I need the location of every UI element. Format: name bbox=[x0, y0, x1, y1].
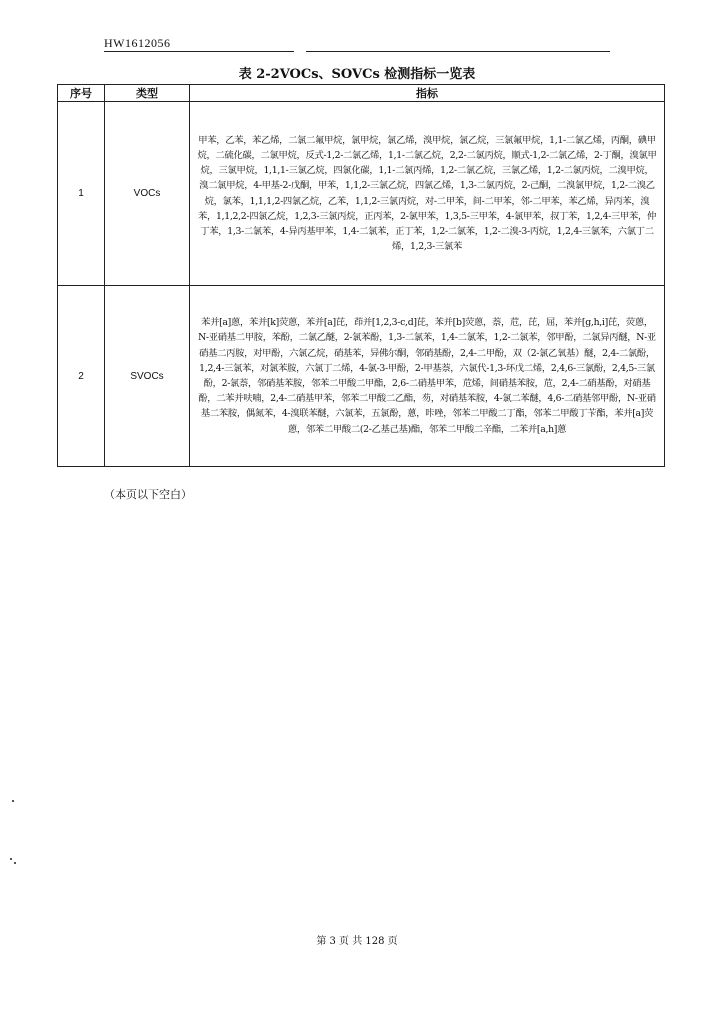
indicator-table bbox=[57, 84, 665, 467]
row-number: 1 bbox=[58, 102, 105, 286]
table-header-row bbox=[58, 85, 665, 102]
blank-page-note: （本页以下空白） bbox=[104, 488, 192, 501]
table-title: 表 2-2VOCs、SOVCs 检测指标一览表 bbox=[238, 67, 476, 82]
column-header-indicator: 指标 bbox=[190, 85, 665, 102]
row-category: SVOCs bbox=[105, 286, 190, 467]
scan-speck bbox=[10, 858, 12, 860]
row-indicators: 甲苯，乙苯，苯乙烯，二氯二氟甲烷，氯甲烷，氯乙烯，溴甲烷，氯乙烷，三氯氟甲烷，1,1-二氯乙烯，丙酮，碘甲烷，二硫化碳，二氯甲烷，反式-1,2-二氯乙烯，1,1-二氯乙烷，2,2-二氯丙烷，顺式-1,2-二氯乙烯，2-丁酮，溴氯甲烷，三氯甲烷，1,1,1-三氯乙烷，四氯化碳，1,1-二氯丙烯，1,2-二氯乙烷，三氯乙烯，1,2-二氯丙烷，二溴甲烷，溴二氯甲烷，4-甲基-2-戊酮，甲苯，1,1,2-三氯乙烷，四氯乙烯，1,3-二氯丙烷，2-己酮，二溴氯甲烷，1,2-二溴乙烷，氯苯，1,1,1,2-四氯乙烷，乙苯，1,1,2-三氯丙烷，对-二甲苯，间-二甲苯，邻-二甲苯，苯乙烯，异丙苯，溴苯，1,1,2,2-四氯乙烷，1,2,3-三氯丙烷，正丙苯，2-氯甲苯，1,3,5-三甲苯，4-氯甲苯，叔丁苯，1,2,4-三甲苯，仲丁苯，1,3-二氯苯，4-异丙基甲苯，1,4-二氯苯，正丁苯，1,2-二氯苯，1,2-二溴-3-丙烷，1,2,4-三氯苯，六氯丁二烯，1,2,3-三氯苯 bbox=[190, 102, 665, 286]
table-row bbox=[58, 286, 665, 467]
row-indicators: 苯并[a]蒽，苯并[k]荧蒽，苯并[a]芘，茚并[1,2,3-c,d]芘，苯并[b]荧蒽，萘，苊，芘，屈，苯并[g,h,i]芘，荧蒽，N-亚硝基二甲胺，苯酚，二氯乙醚，2-氯苯酚，1,3-二氯苯，1,4-二氯苯，1,2-二氯苯，邻甲酚，二氯异丙醚，N-亚硝基二丙胺，对甲酚，六氯乙烷，硝基苯，异佛尔酮，邻硝基酚，2,4-二甲酚，双（2-氯乙氧基）醚，2,4-二氯酚，1,2,4-三氯苯，对氯苯胺，六氯丁二烯，4-氯-3-甲酚，2-甲基萘，六氯代-1,3-环戊二烯，2,4,6-三氯酚，2,4,5-三氯酚，2-氯萘，邻硝基苯胺，邻苯二甲酸二甲酯，2,6-二硝基甲苯，苊烯，间硝基苯胺，苊，2,4-二硝基酚，对硝基酚，二苯并呋喃，2,4-二硝基甲苯，邻苯二甲酸二乙酯，芴，对硝基苯胺，4-氯二苯醚，4,6-二硝基邻甲酚，N-亚硝基二苯胺，偶氮苯，4-溴联苯醚，六氯苯，五氯酚，蒽，咔唑，邻苯二甲酸二丁酯，邻苯二甲酸丁苄酯，苯并[a]荧蒽，邻苯二甲酸二(2-乙基己基)酯，邻苯二甲酸二辛酯，二苯并[a,h]蒽 bbox=[190, 286, 665, 467]
header-rule-left bbox=[104, 51, 294, 52]
page-number: 第 3 页 共 128 页 bbox=[316, 936, 398, 947]
header-rule-right bbox=[306, 51, 610, 52]
scan-speck bbox=[14, 862, 16, 864]
column-header-no: 序号 bbox=[58, 85, 105, 102]
row-category: VOCs bbox=[105, 102, 190, 286]
table-row bbox=[58, 102, 665, 286]
scan-speck bbox=[12, 800, 14, 802]
column-header-category: 类型 bbox=[105, 85, 190, 102]
row-number: 2 bbox=[58, 286, 105, 467]
document-id: HW1612056 bbox=[104, 36, 171, 50]
